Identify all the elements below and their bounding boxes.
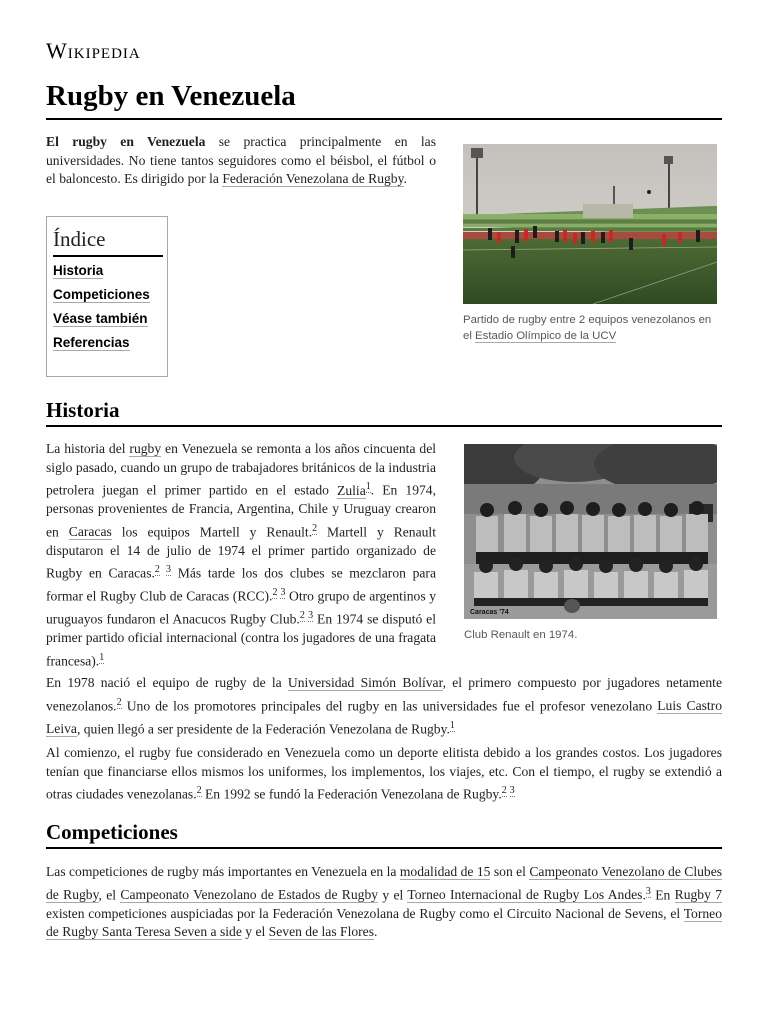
text: . [374,924,378,940]
ref-link[interactable]: 2 [312,522,318,534]
figure-stadium [463,144,717,344]
text: , quien llegó a ser presidente de la Federación Venezolana de Rugby. [76,721,450,737]
ref-link[interactable]: 1 [449,719,455,731]
figure-caption [463,312,717,344]
ref-link[interactable]: 2 [501,785,507,796]
toc-item-label: Competiciones [53,287,150,302]
ref-link[interactable]: 2 [299,610,305,622]
ref-link[interactable]: 3 [280,587,286,599]
section-heading-historia: Historia [46,397,722,427]
toc-item-historia[interactable] [53,262,161,280]
toc-item-label: Referencias [53,335,130,350]
text: existen competiciones auspiciadas por la Federación Venezolana de Rugby como el Circuito Nacional de Sevens, el [46,905,684,921]
toc-item-label: Véase también [53,311,148,326]
text: En 1992 se fundó la Federación Venezolana de Rugby. [201,786,502,802]
text: y el [241,924,269,940]
text: y el [378,887,408,903]
stadium-photo[interactable] [463,144,717,304]
text: La historia del [46,441,130,456]
toc-item-vease-tambien[interactable] [53,310,161,328]
link-federacion[interactable]: Federación Venezolana de Rugby [222,171,404,186]
text: los equipos Martell y Renault. [111,524,313,540]
wikipedia-wordmark[interactable]: Wikipedia [46,38,141,63]
link-modalidad-15[interactable]: modalidad de 15 [399,864,491,879]
table-of-contents [46,216,168,377]
link-rugby[interactable]: rugby [129,441,162,456]
link-rugby-7[interactable]: Rugby 7 [674,887,722,903]
competiciones-paragraph [46,863,722,942]
text: Otro grupo de argentinos y uruguayos fundaron el Anacucos Rugby Club. [46,588,436,627]
ref-link[interactable]: 2 [116,696,122,708]
text: En 1978 nació el equipo de rugby de la [46,675,288,690]
page-title: Rugby en Venezuela [46,78,722,120]
link-caracas[interactable]: Caracas [68,524,112,540]
link-seven-de-las-flores[interactable]: Seven de las Flores [268,924,375,940]
link-campeonato-clubes[interactable]: Campeonato Venezolano de Clubes de Rugby [46,864,723,903]
link-campeonato-estados[interactable]: Campeonato Venezolano de Estados de Rugby [120,887,379,903]
photo-label: Caracas '74 [470,609,509,616]
text: son el [490,864,530,879]
ref-link[interactable]: 1 [99,651,105,663]
ref-link[interactable]: 3 [308,610,314,622]
ref-link[interactable]: 3 [509,785,515,796]
intro-text-end: . [403,171,407,186]
link-torneo-los-andes[interactable]: Torneo Internacional de Rugby Los Andes [407,887,643,903]
ref-link[interactable]: 3 [645,885,651,897]
text: Las competiciones de rugby más importantes en Venezuela en la [46,864,400,879]
historia-paragraph-3 [46,744,722,804]
team-photo[interactable] [464,444,717,619]
text: En [650,887,675,903]
text: Al comienzo, el rugby fue considerado en Venezuela como un deporte elitista debido a los grandes costos. Los jugadores tenían que financiarse ellos mismos los uniformes, los implementos, los viajes, etc. Con el tiempo, el rugby se extendió a otras ciudades venezolanas. [46,745,722,802]
ref-link[interactable]: 2 [154,564,160,576]
link-estadio-ucv[interactable]: Estadio Olímpico de la UCV [475,330,617,342]
section-heading-competiciones: Competiciones [46,819,722,849]
toc-item-competiciones[interactable] [53,286,161,304]
toc-item-referencias[interactable] [53,334,161,352]
text: , el primero compuesto por jugadores netamente venezolanos. [46,675,722,714]
text: , el [98,887,121,903]
toc-title: Índice [53,225,163,257]
ref-link[interactable]: 3 [166,564,172,576]
link-luis-castro-leiva[interactable]: Luis Castro Leiva [46,698,723,737]
link-zulia[interactable]: Zulia [337,482,366,498]
ref-link[interactable]: 2 [272,587,278,599]
link-universidad-simon-bolivar[interactable]: Universidad Simón Bolívar [287,675,443,690]
link-torneo-santa-teresa[interactable]: Torneo de Rugby Santa Teresa Seven a side [46,905,722,940]
text: Martell y Renault disputaron el 14 de julio de 1974 el primer partido organizado de Rugby en Caracas. [46,524,436,581]
caption-text: Partido de rugby entre 2 equipos venezolanos en el [463,314,712,342]
historia-paragraph-1 [46,440,436,671]
intro-paragraph [46,133,436,189]
text: en Venezuela se remonta a los años cincuenta del siglo pasado, cuando un grupo de trabajadores británicos de la industria petrolera juegan el primer partido en el estado [46,441,436,498]
text: . [642,887,646,903]
historia-paragraph-2 [46,674,722,739]
figure-team [464,444,717,643]
ref-link[interactable]: 1 [365,481,371,492]
text: Más tarde los dos clubes se mezclaron para formar el Rugby Club de Caracas (RCC). [46,565,436,604]
ref-link[interactable]: 2 [196,785,202,796]
text: . En 1974, personas provenientes de Francia, Argentina, Chile y Uruguay crearon en [46,482,436,540]
intro-text: se practica principalmente en las universidades. No tiene tantos seguidores como el béisbol, el fútbol o el baloncesto. Es dirigido por la [46,134,436,186]
text: Uno de los promotores principales del rugby en las universidades fue el profesor venezolano [121,698,658,714]
text: En 1974 se disputó el primer partido oficial internacional (contra los jugadores de una fragata francesa). [46,611,436,669]
toc-item-label: Historia [53,263,104,278]
intro-bold-term: El rugby en Venezuela [46,134,206,149]
figure-caption-team: Club Renault en 1974. [464,629,578,641]
